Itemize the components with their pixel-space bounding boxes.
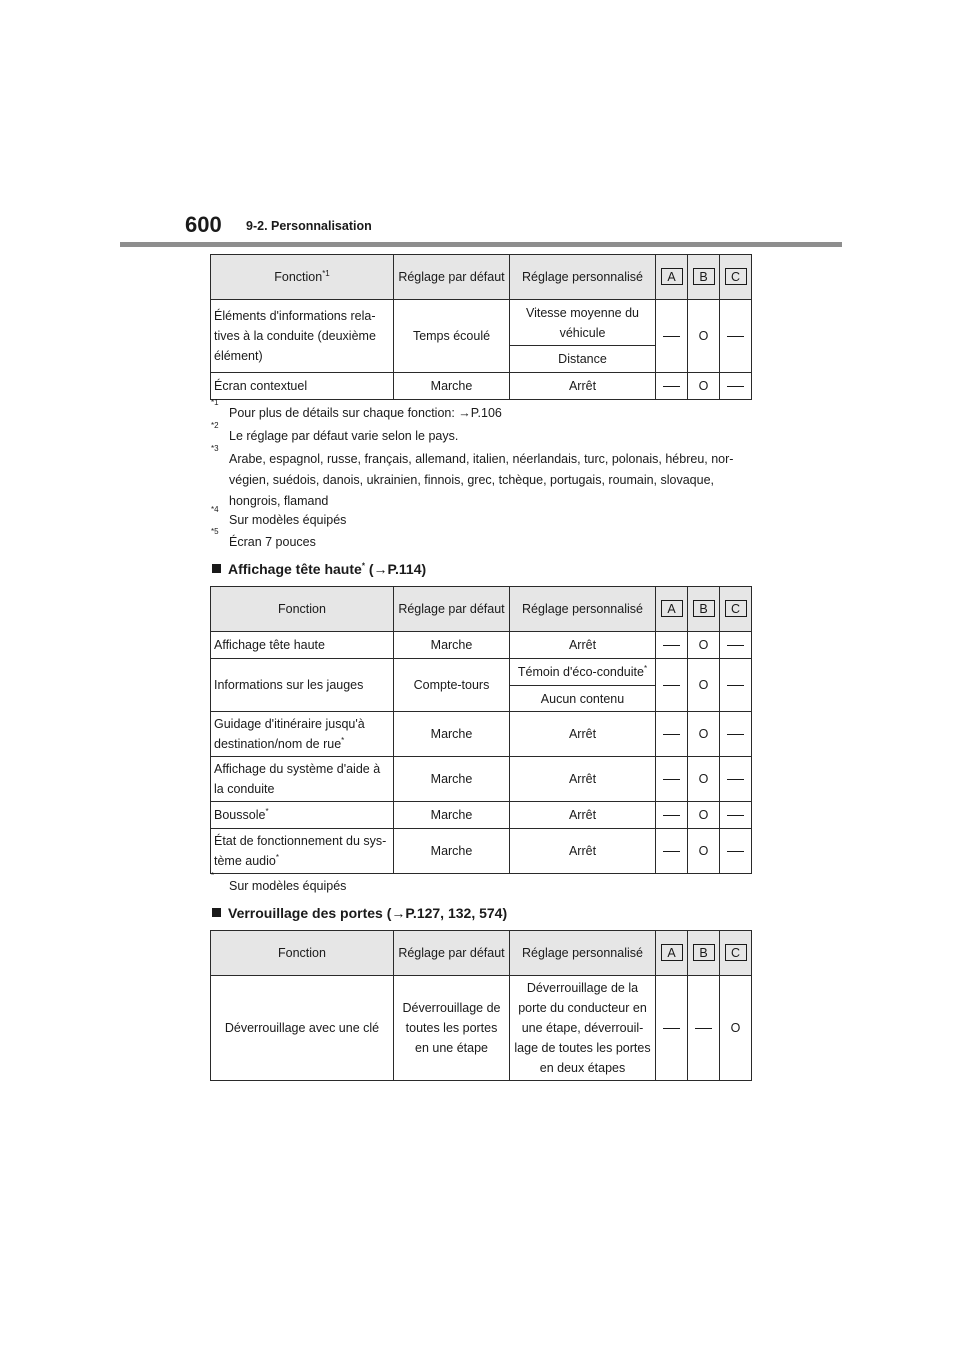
dash-mark	[663, 851, 680, 852]
cell-b: O	[688, 373, 720, 400]
dash-mark	[727, 645, 744, 646]
b-box: B	[693, 268, 715, 285]
cell-c	[720, 632, 752, 659]
a-box: A	[661, 944, 683, 961]
cell-b	[688, 976, 720, 1081]
dash-mark	[727, 386, 744, 387]
table-row	[211, 802, 752, 829]
dash-mark	[663, 685, 680, 686]
b-box: B	[693, 600, 715, 617]
a-box: A	[661, 600, 683, 617]
cell-fonction: Informations sur les jauges	[211, 659, 394, 712]
cell-b: O	[688, 802, 720, 829]
table-row	[211, 300, 752, 346]
section-title: 9-2. Personnalisation	[246, 219, 372, 233]
cell-defaut: Marche	[394, 802, 510, 829]
col-reglage-defaut: Réglage par défaut	[394, 255, 510, 300]
table-row	[211, 373, 752, 400]
cell-defaut: Marche	[394, 829, 510, 874]
col-a	[656, 587, 688, 632]
settings-table-hud	[210, 586, 752, 874]
cell-b: O	[688, 300, 720, 373]
table-header-row	[211, 587, 752, 632]
cell-fonction: Affichage tête haute	[211, 632, 394, 659]
a-box: A	[661, 268, 683, 285]
table-row	[211, 632, 752, 659]
col-reglage-perso: Réglage personnalisé	[510, 931, 656, 976]
cell-a	[656, 373, 688, 400]
footnote-2: *2 Le réglage par défaut varie selon le pays.	[211, 421, 459, 443]
dash-mark	[727, 685, 744, 686]
dash-mark	[727, 734, 744, 735]
cell-defaut: Temps écoulé	[394, 300, 510, 373]
cell-perso: Distance	[510, 346, 656, 373]
c-box: C	[725, 944, 747, 961]
cell-c	[720, 659, 752, 712]
cell-a	[656, 659, 688, 712]
cell-defaut: Compte-tours	[394, 659, 510, 712]
b-box: B	[693, 944, 715, 961]
cell-fonction: État de fonctionnement du sys-tème audio*	[211, 829, 394, 874]
cell-fonction: Boussole*	[211, 802, 394, 829]
cell-b: O	[688, 632, 720, 659]
c-box: C	[725, 600, 747, 617]
cell-c	[720, 757, 752, 802]
dash-mark	[663, 645, 680, 646]
table-row	[211, 829, 752, 874]
footnote-hud: * Sur modèles équipés	[211, 871, 347, 893]
cell-a	[656, 829, 688, 874]
col-b	[688, 255, 720, 300]
col-c	[720, 255, 752, 300]
square-bullet-icon	[212, 564, 221, 573]
cell-perso: Témoin d'éco-conduite*	[510, 659, 656, 686]
col-reglage-defaut: Réglage par défaut	[394, 587, 510, 632]
dash-mark	[695, 1028, 712, 1029]
cell-c	[720, 829, 752, 874]
cell-a	[656, 757, 688, 802]
cell-fonction: Affichage du système d'aide à la conduite	[211, 757, 394, 802]
col-fonction: Fonction	[211, 931, 394, 976]
footnote-1: *1 Pour plus de détails sur chaque fonction: →P.106	[211, 398, 502, 420]
settings-table-1	[210, 254, 752, 400]
table-row	[211, 659, 752, 686]
c-box: C	[725, 268, 747, 285]
footnote-4: *4 Sur modèles équipés	[211, 505, 347, 527]
cell-defaut: Marche	[394, 757, 510, 802]
cell-perso: Arrêt	[510, 802, 656, 829]
table-row	[211, 976, 752, 1081]
dash-mark	[727, 815, 744, 816]
col-reglage-perso: Réglage personnalisé	[510, 587, 656, 632]
cell-b: O	[688, 712, 720, 757]
cell-perso: Arrêt	[510, 373, 656, 400]
col-reglage-defaut: Réglage par défaut	[394, 931, 510, 976]
dash-mark	[727, 336, 744, 337]
cell-fonction: Guidage d'itinéraire jusqu'à destination/nom de rue*	[211, 712, 394, 757]
footnote-5: *5 Écran 7 pouces	[211, 527, 316, 549]
cell-fonction: Déverrouillage avec une clé	[211, 976, 394, 1081]
cell-b: O	[688, 659, 720, 712]
table-header-row	[211, 255, 752, 300]
col-c	[720, 931, 752, 976]
dash-mark	[663, 779, 680, 780]
cell-perso: Déverrouillage de la porte du conducteur en une étape, déverrouil-lage de toutes les portes en deux étapes	[510, 976, 656, 1081]
col-b	[688, 587, 720, 632]
dash-mark	[663, 1028, 680, 1029]
cell-perso: Arrêt	[510, 712, 656, 757]
cell-defaut: Marche	[394, 632, 510, 659]
dash-mark	[663, 336, 680, 337]
section-heading-doors: Verrouillage des portes (→P.127, 132, 574)	[212, 905, 507, 921]
cell-perso: Arrêt	[510, 757, 656, 802]
cell-a	[656, 712, 688, 757]
header-rule	[120, 242, 842, 247]
cell-perso: Aucun contenu	[510, 686, 656, 712]
dash-mark	[727, 851, 744, 852]
dash-mark	[663, 734, 680, 735]
cell-perso: Arrêt	[510, 829, 656, 874]
cell-defaut: Déverrouillage de toutes les portes en une étape	[394, 976, 510, 1081]
cell-b: O	[688, 829, 720, 874]
table-header-row	[211, 931, 752, 976]
cell-c	[720, 712, 752, 757]
col-c	[720, 587, 752, 632]
cell-perso: Vitesse moyenne du véhicule	[510, 300, 656, 346]
square-bullet-icon	[212, 908, 221, 917]
cell-fonction: Éléments d'informations rela-tives à la conduite (deuxième élément)	[211, 300, 394, 373]
page-number: 600	[185, 212, 222, 237]
settings-table-doors	[210, 930, 752, 1081]
cell-a	[656, 300, 688, 373]
col-a	[656, 931, 688, 976]
cell-c	[720, 373, 752, 400]
cell-fonction: Écran contextuel	[211, 373, 394, 400]
cell-defaut: Marche	[394, 373, 510, 400]
col-fonction: Fonction	[211, 587, 394, 632]
col-fonction: Fonction$^{*1}$	[211, 255, 394, 300]
dash-mark	[663, 815, 680, 816]
cell-b: O	[688, 757, 720, 802]
section-heading-hud: Affichage tête haute* (→P.114)	[212, 561, 426, 577]
cell-c: O	[720, 976, 752, 1081]
cell-c	[720, 802, 752, 829]
dash-mark	[663, 386, 680, 387]
cell-a	[656, 802, 688, 829]
cell-defaut: Marche	[394, 712, 510, 757]
cell-c	[720, 300, 752, 373]
col-reglage-perso: Réglage personnalisé	[510, 255, 656, 300]
cell-perso: Arrêt	[510, 632, 656, 659]
table-row	[211, 757, 752, 802]
cell-a	[656, 976, 688, 1081]
col-a	[656, 255, 688, 300]
cell-a	[656, 632, 688, 659]
table-row	[211, 712, 752, 757]
dash-mark	[727, 779, 744, 780]
footnote-3: *3 Arabe, espagnol, russe, français, allemand, italien, néerlandais, turc, polonais, hébreu, nor-végien, suédois, danois, ukrainien, finnois, grec, tchèque, portugais, roumain, slovaque, hongrois, flamand	[211, 444, 734, 508]
col-b	[688, 931, 720, 976]
